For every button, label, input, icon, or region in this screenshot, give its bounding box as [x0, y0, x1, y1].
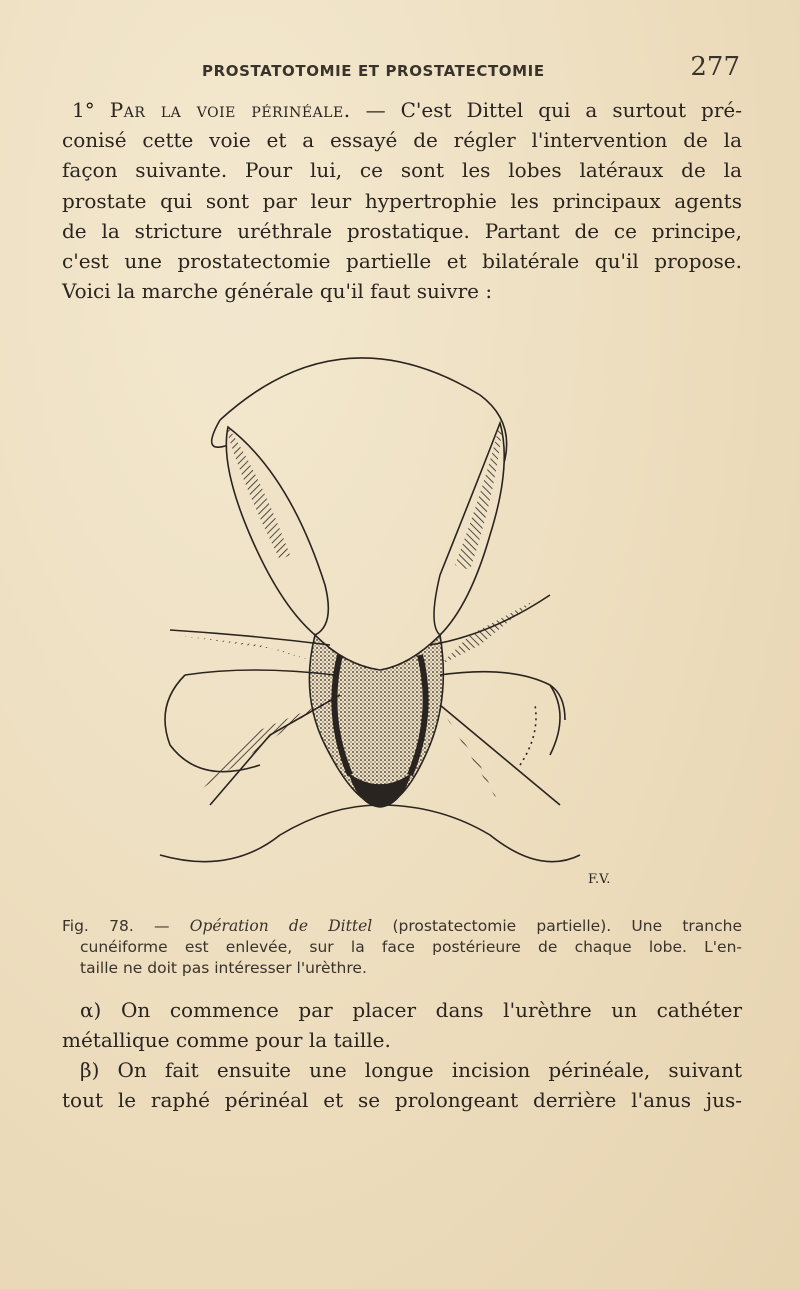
caption-fragment: (prostatectomie partielle). Une tranche [392, 917, 742, 935]
text-fragment: — C'est Dittel qui a surtout pré- [350, 98, 742, 122]
step-marker: β) [80, 1058, 100, 1082]
step-beta-line [62, 1055, 742, 1085]
step-beta-line: tout le raphé périnéal et se prolongeant derrière l'anus jus- [62, 1088, 742, 1112]
text-line: c'est une prostatectomie partielle et bilatérale qu'il propose. [62, 249, 742, 274]
step-text: On fait ensuite une longue incision périnéale, suivant [117, 1058, 742, 1082]
text-line: façon suivante. Pour lui, ce sont les lobes latéraux de la [62, 158, 742, 183]
caption-line [62, 916, 742, 937]
step-text: On commence par placer dans l'urèthre un cathéter [120, 998, 742, 1022]
figure-caption [62, 916, 742, 979]
step-marker: α) [80, 998, 102, 1022]
text-line: prostate qui sont par leur hypertrophie les principaux agents [62, 188, 742, 213]
text-line [62, 95, 742, 125]
page-header [70, 52, 740, 88]
caption-line: cunéiforme est enlevée, sur la face postérieure de chaque lobe. L'en- [80, 938, 742, 956]
page-number: 277 [690, 52, 740, 82]
section-heading: Par la voie périnéale. [109, 98, 351, 122]
caption-line: taille ne doit pas intéresser l'urèthre. [80, 959, 367, 977]
step-alpha-line: métallique comme pour la taille. [62, 1028, 391, 1052]
section-number: 1° [72, 98, 95, 122]
text-line: Voici la marche générale qu'il faut suivre : [62, 279, 493, 304]
text-line: de la stricture uréthrale prostatique. Partant de ce principe, [62, 218, 742, 243]
text-line: conisé cette voie et a essayé de régler l'intervention de la [62, 128, 742, 153]
artist-signature: F.V. [588, 872, 611, 887]
intro-paragraph [62, 95, 742, 306]
procedure-steps [62, 995, 742, 1115]
anatomical-illustration [140, 335, 620, 890]
figure-label: Fig. 78. — [62, 917, 170, 935]
bladder-outline [220, 358, 507, 475]
running-title: PROSTATOTOMIE ET PROSTATECTOMIE [202, 62, 545, 80]
figure-title: Opération de Dittel [189, 917, 373, 935]
step-alpha-line [62, 995, 742, 1025]
